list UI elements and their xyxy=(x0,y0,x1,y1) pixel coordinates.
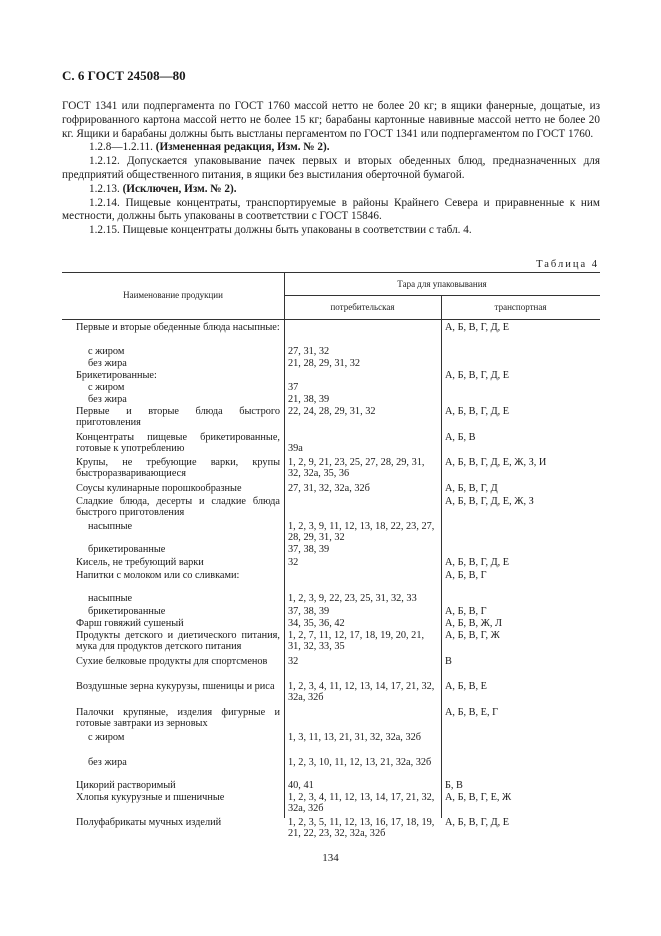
paragraph-text: Пищевые концентраты должны быть упакованы в соответствии с табл. 4. xyxy=(122,224,472,237)
product-name-cell: Брикетированные: xyxy=(76,370,157,381)
product-name-cell: Напитки с молоком или со сливками: xyxy=(76,570,240,581)
consumer-packaging-cell: 22, 24, 28, 29, 31, 32 xyxy=(288,406,376,417)
page-header: С. 6 ГОСТ 24508—80 xyxy=(62,68,186,83)
amendment-note: (Измененная редакция, Изм. № 2). xyxy=(155,141,330,154)
product-name-cell: Фарш говяжий сушеный xyxy=(76,618,184,629)
consumer-packaging-cell: 1, 2, 3, 5, 11, 12, 13, 16, 17, 18, 19, 21, 22, 23, 32, 32а, 32б xyxy=(288,817,435,840)
transport-packaging-cell: А, Б, В, Г, Е, Ж xyxy=(445,792,512,803)
product-name-cell: с жиром xyxy=(88,346,125,357)
product-name-cell: Палочки крупяные, изделия фигурные и готовые завтраки из зерновых xyxy=(76,707,280,730)
clause-number: 1.2.13. xyxy=(89,182,120,195)
product-name-cell: без жира xyxy=(88,394,127,405)
product-name-cell: без жира xyxy=(88,358,127,369)
consumer-packaging-cell: 1, 2, 3, 4, 11, 12, 13, 14, 17, 21, 32, 32а, 32б xyxy=(288,792,435,815)
product-name-cell: Соусы кулинарные порошкообразные xyxy=(76,483,242,494)
transport-packaging-cell: А, Б, В, Е, Г xyxy=(445,707,499,718)
product-name-cell: Полуфабрикаты мучных изделий xyxy=(76,817,222,828)
consumer-packaging-cell: 21, 38, 39 xyxy=(288,394,330,405)
consumer-packaging-cell: 1, 2, 3, 4, 11, 12, 13, 14, 17, 21, 32, 32а, 32б xyxy=(288,681,435,704)
consumer-packaging-cell: 32 xyxy=(288,656,299,667)
product-name-cell: без жира xyxy=(88,757,127,768)
transport-packaging-cell: Б, В xyxy=(445,780,463,791)
column-header-transport: транспортная xyxy=(494,302,547,312)
product-name-cell: Концентраты пищевые брикетированные, готовые к употреблению xyxy=(76,432,280,455)
table-caption: Таблица 4 xyxy=(536,259,599,270)
body-text xyxy=(62,100,600,238)
consumer-packaging-cell: 1, 2, 3, 9, 11, 12, 13, 18, 22, 23, 27, 28, 29, 31, 32 xyxy=(288,521,435,544)
consumer-packaging-cell: 1, 2, 3, 10, 11, 12, 13, 21, 32а, 32б xyxy=(288,757,432,768)
header-bottom-rule xyxy=(62,319,600,320)
product-name-cell: Цикорий растворимый xyxy=(76,780,176,791)
consumer-packaging-cell: 21, 28, 29, 31, 32 xyxy=(288,358,361,369)
paragraph xyxy=(62,224,600,238)
consumer-packaging-cell: 39а xyxy=(288,443,303,454)
product-name-cell: Сладкие блюда, десерты и сладкие блюда быстрого приготовления xyxy=(76,496,280,519)
product-name-cell: с жиром xyxy=(88,382,125,393)
consumer-packaging-cell: 40, 41 xyxy=(288,780,314,791)
paragraph xyxy=(62,141,600,155)
product-name-cell: Кисель, не требующий варки xyxy=(76,557,204,568)
consumer-packaging-cell: 32 xyxy=(288,557,299,568)
paragraph-text: Допускается упаковывание пачек первых и вторых обеденных блюд, предназначенных для предприятий общественного питания, в ящики без выстилания оберточной бумагой. xyxy=(62,155,600,181)
transport-packaging-cell: А, Б, В, Ж, Л xyxy=(445,618,503,629)
column-rule-1 xyxy=(284,272,285,818)
column-header-tara: Тара для упаковывания xyxy=(397,279,487,289)
product-name-cell: брикетированные xyxy=(88,606,166,617)
transport-packaging-cell: А, Б, В, Е xyxy=(445,681,487,692)
product-name-cell: Продукты детского и диетического питания, мука для продуктов детского питания xyxy=(76,630,280,653)
consumer-packaging-cell: 1, 2, 7, 11, 12, 17, 18, 19, 20, 21, 31, 32, 33, 35 xyxy=(288,630,425,653)
paragraph xyxy=(62,100,600,141)
transport-packaging-cell: А, Б, В, Г, Д, Е, Ж, З, И xyxy=(445,457,547,468)
table-top-rule xyxy=(62,272,600,273)
consumer-packaging-cell: 37, 38, 39 xyxy=(288,544,330,555)
consumer-packaging-cell: 37, 38, 39 xyxy=(288,606,330,617)
product-name-cell: Воздушные зерна кукурузы, пшеницы и риса xyxy=(76,681,275,692)
header-split-rule xyxy=(284,295,600,296)
product-name-cell: Крупы, не требующие варки, крупы быстроразваривающиеся xyxy=(76,457,280,480)
consumer-packaging-cell: 1, 2, 3, 9, 22, 23, 25, 31, 32, 33 xyxy=(288,593,417,604)
clause-number: 1.2.12. xyxy=(89,155,120,168)
product-name-cell: насыпные xyxy=(88,521,133,532)
paragraph xyxy=(62,183,600,197)
column-header-consumer: потребительская xyxy=(330,302,395,312)
paragraph-text: ГОСТ 1341 или подпергамента по ГОСТ 1760 массой нетто не более 20 кг; в ящики фанерные, дощатые, из гофрированного картона массой нетто не более 15 кг; барабаны картонные навивные массой нетто не более 20 кг. Ящики и барабаны должны быть выстланы пергаментом по ГОСТ 1341 или подпергаментом по ГОСТ 1760. xyxy=(62,100,600,140)
transport-packaging-cell: А, Б, В, Г, Д xyxy=(445,483,498,494)
transport-packaging-cell: А, Б, В, Г, Д, Е xyxy=(445,557,510,568)
product-name-cell: Сухие белковые продукты для спортсменов xyxy=(76,656,268,667)
product-name-cell: Хлопья кукурузные и пшеничные xyxy=(76,792,225,803)
transport-packaging-cell: В xyxy=(445,656,452,667)
column-header-name: Наименование продукции xyxy=(123,290,223,300)
paragraph-text: Пищевые концентраты, транспортируемые в районы Крайнего Севера и приравненные к ним местности, должны быть упакованы в соответствии с ГОСТ 15846. xyxy=(62,196,600,223)
consumer-packaging-cell: 27, 31, 32 xyxy=(288,346,330,357)
consumer-packaging-cell: 1, 3, 11, 13, 21, 31, 32, 32а, 32б xyxy=(288,732,421,743)
page-number: 134 xyxy=(322,852,339,864)
transport-packaging-cell: А, Б, В, Г, Ж xyxy=(445,630,500,641)
transport-packaging-cell: А, Б, В, Г xyxy=(445,570,487,581)
product-name-cell: насыпные xyxy=(88,593,133,604)
transport-packaging-cell: А, Б, В, Г, Д, Е xyxy=(445,817,510,828)
product-name-cell: брикетированные xyxy=(88,544,166,555)
transport-packaging-cell: А, Б, В, Г xyxy=(445,606,487,617)
clause-number: 1.2.14. xyxy=(89,196,120,209)
paragraph xyxy=(62,197,600,225)
transport-packaging-cell: А, Б, В, Г, Д, Е xyxy=(445,406,510,417)
clause-number: 1.2.8—1.2.11. xyxy=(89,141,153,154)
product-name-cell: Первые и вторые обеденные блюда насыпные: xyxy=(76,322,280,333)
transport-packaging-cell: А, Б, В, Г, Д, Е xyxy=(445,322,510,333)
consumer-packaging-cell: 34, 35, 36, 42 xyxy=(288,618,345,629)
column-rule-2 xyxy=(441,295,442,818)
transport-packaging-cell: А, Б, В xyxy=(445,432,476,443)
transport-packaging-cell: А, Б, В, Г, Д, Е, Ж, З xyxy=(445,496,534,507)
consumer-packaging-cell: 37 xyxy=(288,382,299,393)
consumer-packaging-cell: 1, 2, 9, 21, 23, 25, 27, 28, 29, 31, 32, 32а, 35, 36 xyxy=(288,457,425,480)
consumer-packaging-cell: 27, 31, 32, 32а, 32б xyxy=(288,483,370,494)
amendment-note: (Исключен, Изм. № 2). xyxy=(122,182,237,195)
transport-packaging-cell: А, Б, В, Г, Д, Е xyxy=(445,370,510,381)
product-name-cell: с жиром xyxy=(88,732,125,743)
paragraph xyxy=(62,155,600,183)
clause-number: 1.2.15. xyxy=(89,224,120,237)
product-name-cell: Первые и вторые блюда быстрого приготовления xyxy=(76,406,280,429)
